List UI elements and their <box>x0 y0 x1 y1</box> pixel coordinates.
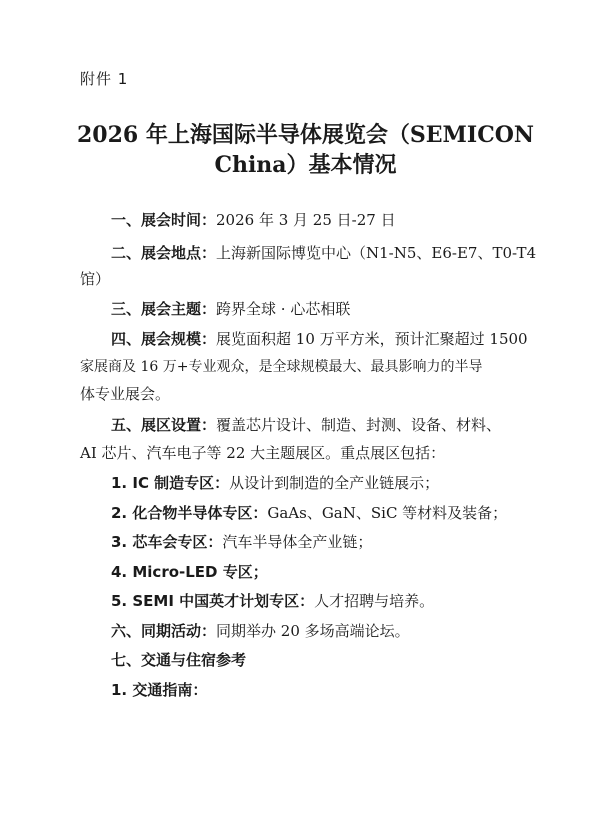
zone-item <box>111 503 551 523</box>
document-title-line-2: China）基本情况 <box>214 152 397 178</box>
zone-item-label: 3. 芯车会专区： <box>111 533 223 551</box>
section-time-label: 一、展会时间： <box>111 211 217 229</box>
zone-item-value: 汽车半导体全产业链； <box>222 533 373 551</box>
section-guide-label: 1. 交通指南： <box>111 681 208 699</box>
zone-item <box>111 532 551 552</box>
section-theme-value: 跨界全球 · 心芯相联 <box>216 300 351 318</box>
section-scale <box>111 329 551 349</box>
section-scale-label: 四、展会规模： <box>111 330 217 348</box>
section-scale-value-line-3: 体专业展会。 <box>80 385 171 403</box>
attachment-label: 附件 1 <box>80 70 129 88</box>
section-events <box>111 621 551 641</box>
zone-item-label: 1. IC 制造专区： <box>111 474 230 492</box>
section-zones-value-line-1: 覆盖芯片设计、制造、封测、设备、材料、 <box>216 416 502 434</box>
section-scale-value-line-1: 展览面积超 10 万平方米，预计汇聚超过 1500 <box>216 330 528 348</box>
zone-item-value: 人才招聘与培养。 <box>314 592 435 610</box>
section-zones <box>111 415 551 435</box>
section-venue-value-line-1: 上海新国际博览中心（N1-N5、E6-E7、T0-T4 <box>216 244 537 262</box>
zone-item-label: 2. 化合物半导体专区： <box>111 504 268 522</box>
zone-item <box>111 591 551 611</box>
zone-item-label: 4. Micro-LED 专区； <box>111 563 268 581</box>
section-time-value: 2026 年 3 月 25 日-27 日 <box>216 211 396 229</box>
section-zones-label: 五、展区设置： <box>111 416 217 434</box>
section-guide <box>111 680 551 700</box>
section-events-label: 六、同期活动： <box>111 622 217 640</box>
section-theme <box>111 299 551 319</box>
section-venue-continuation: 馆） <box>80 270 111 288</box>
zone-item-value: GaAs、GaN、SiC 等材料及装备； <box>267 504 508 522</box>
zone-item-value: 从设计到制造的全产业链展示； <box>229 474 440 492</box>
section-venue <box>111 243 551 263</box>
section-time <box>111 210 551 230</box>
section-transport <box>111 650 551 670</box>
zone-item <box>111 473 551 493</box>
zone-item <box>111 562 551 582</box>
zone-item-label: 5. SEMI 中国英才计划专区： <box>111 592 315 610</box>
section-theme-label: 三、展会主题： <box>111 300 217 318</box>
section-scale-value-line-2: 家展商及 16 万+专业观众，是全球规模最大、最具影响力的半导 <box>80 359 483 375</box>
section-events-value: 同期举办 20 多场高端论坛。 <box>216 622 410 640</box>
section-transport-label: 七、交通与住宿参考 <box>111 651 247 669</box>
section-zones-value-line-2: AI 芯片、汽车电子等 22 大主题展区。重点展区包括： <box>80 444 446 462</box>
section-venue-label: 二、展会地点： <box>111 244 217 262</box>
document-title-line-1: 2026 年上海国际半导体展览会（SEMICON <box>77 122 534 148</box>
